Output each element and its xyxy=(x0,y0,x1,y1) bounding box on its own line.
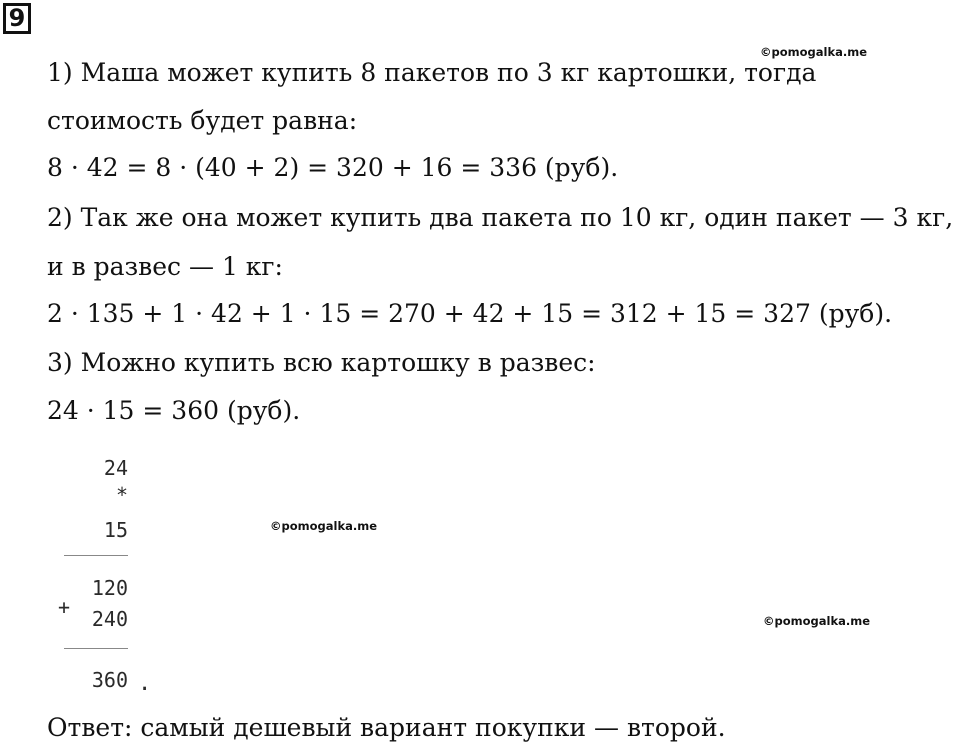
text-line-3: 8 · 42 = 8 · (40 + 2) = 320 + 16 = 336 (руб). xyxy=(47,153,619,182)
multiply-sign: * xyxy=(115,483,128,507)
result-dot: . xyxy=(138,671,152,696)
answer-line: Ответ: самый дешевый вариант покупки — второй. xyxy=(47,713,726,742)
rule-1 xyxy=(64,555,128,556)
rule-2 xyxy=(64,648,128,649)
text-line-4: 2) Так же она может купить два пакета по 10 кг, один пакет — 3 кг, xyxy=(47,203,954,232)
text-line-1: 1) Маша может купить 8 пакетов по 3 кг картошки, тогда xyxy=(47,58,817,87)
partial-product-2: 240 xyxy=(91,607,128,631)
text-line-2: стоимость будет равна: xyxy=(47,106,358,135)
task-number-box: 9 xyxy=(3,3,31,34)
watermark-top: ©pomogalka.me xyxy=(760,45,868,59)
watermark-right: ©pomogalka.me xyxy=(763,614,871,628)
text-line-8: 24 · 15 = 360 (руб). xyxy=(47,396,301,425)
plus-sign: + xyxy=(58,595,71,619)
text-line-6: 2 · 135 + 1 · 42 + 1 · 15 = 270 + 42 + 15 = 312 + 15 = 327 (руб). xyxy=(47,299,893,328)
multiplier: 15 xyxy=(103,518,128,542)
partial-product-1: 120 xyxy=(91,576,128,600)
multiplicand: 24 xyxy=(103,456,128,480)
product-result: 360 xyxy=(91,668,128,692)
text-line-5: и в развес — 1 кг: xyxy=(47,252,283,281)
text-line-7: 3) Можно купить всю картошку в развес: xyxy=(47,348,596,377)
watermark-middle: ©pomogalka.me xyxy=(270,519,378,533)
